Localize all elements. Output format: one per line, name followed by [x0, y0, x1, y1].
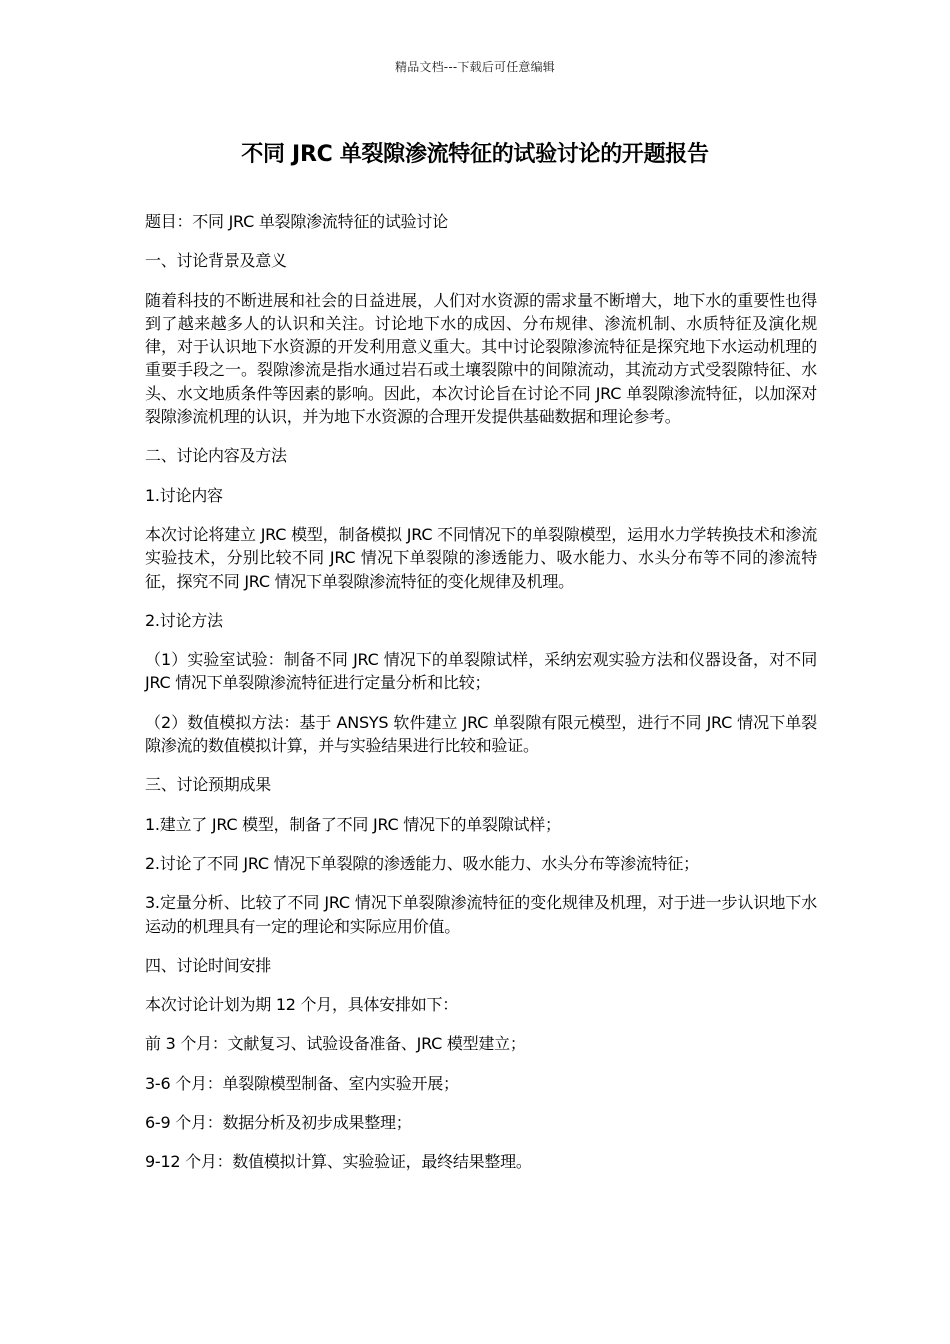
topic-line: 题目：不同 JRC 单裂隙渗流特征的试验讨论: [145, 212, 448, 231]
subheading-content: 1.讨论内容: [145, 485, 223, 505]
schedule-item-1: 前 3 个月：文献复习、试验设备准备、JRC 模型建立；: [145, 1034, 526, 1054]
method-item-simulation: （2）数值模拟方法：基于 ANSYS 软件建立 JRC 单裂隙有限元模型，进行不同 JRC 情况下单裂隙渗流的数值模拟计算，并与实验结果进行比较和验证。: [145, 712, 817, 756]
result-item-1: 1.建立了 JRC 模型，制备了不同 JRC 情况下的单裂隙试样；: [145, 814, 561, 834]
section-heading-content-method: 二、讨论内容及方法: [145, 446, 287, 466]
subheading-method: 2.讨论方法: [145, 610, 223, 630]
background-paragraph: 随着科技的不断进展和社会的日益进展，人们对水资源的需求量不断增大，地下水的重要性也得到了越来越多人的认识和关注。讨论地下水的成因、分布规律、渗流机制、水质特征及演化规律，对于认识地下水资源的开发利用意义重大。其中讨论裂隙渗流特征是探究地下水运动机理的重要手段之一。裂隙渗流是指水通过岩石或土壤裂隙中的间隙流动，其流动方式受裂隙特征、水头、水文地质条件等因素的影响。因此，本次讨论旨在讨论不同 JRC 单裂隙渗流特征，以加深对裂隙渗流机理的认识，并为地下水资源的合理开发提供基础数据和理论参考。: [145, 290, 817, 427]
schedule-item-3: 6-9 个月：数据分析及初步成果整理；: [145, 1113, 412, 1133]
result-item-2: 2.讨论了不同 JRC 情况下单裂隙的渗透能力、吸水能力、水头分布等渗流特征；: [145, 853, 699, 873]
schedule-item-2: 3-6 个月：单裂隙模型制备、室内实验开展；: [145, 1073, 459, 1093]
method-item-lab: （1）实验室试验：制备不同 JRC 情况下的单裂隙试样，采纳宏观实验方法和仪器设备，对不同 JRC 情况下单裂隙渗流特征进行定量分析和比较；: [145, 650, 817, 693]
section-heading-background: 一、讨论背景及意义: [145, 251, 287, 271]
content-paragraph: 本次讨论将建立 JRC 模型，制备模拟 JRC 不同情况下的单裂隙模型，运用水力学转换技术和渗流实验技术，分别比较不同 JRC 情况下单裂隙的渗透能力、吸水能力、水头分布等不同的渗流特征，探究不同 JRC 情况下单裂隙渗流特征的变化规律及机理。: [145, 524, 817, 591]
page-header: 精品文档---下载后可任意编辑: [395, 60, 555, 74]
document-title: 不同 JRC 单裂隙渗流特征的试验讨论的开题报告: [241, 142, 709, 167]
section-heading-schedule: 四、讨论时间安排: [145, 955, 272, 975]
schedule-intro: 本次讨论计划为期 12 个月，具体安排如下：: [145, 995, 459, 1015]
document-body: [145, 210, 817, 1190]
section-heading-results: 三、讨论预期成果: [145, 775, 272, 795]
result-item-3: 3.定量分析、比较了不同 JRC 情况下单裂隙渗流特征的变化规律及机理，对于进一步认识地下水运动的机理具有一定的理论和实际应用价值。: [145, 893, 817, 936]
schedule-item-4: 9-12 个月：数值模拟计算、实验验证，最终结果整理。: [145, 1152, 532, 1172]
